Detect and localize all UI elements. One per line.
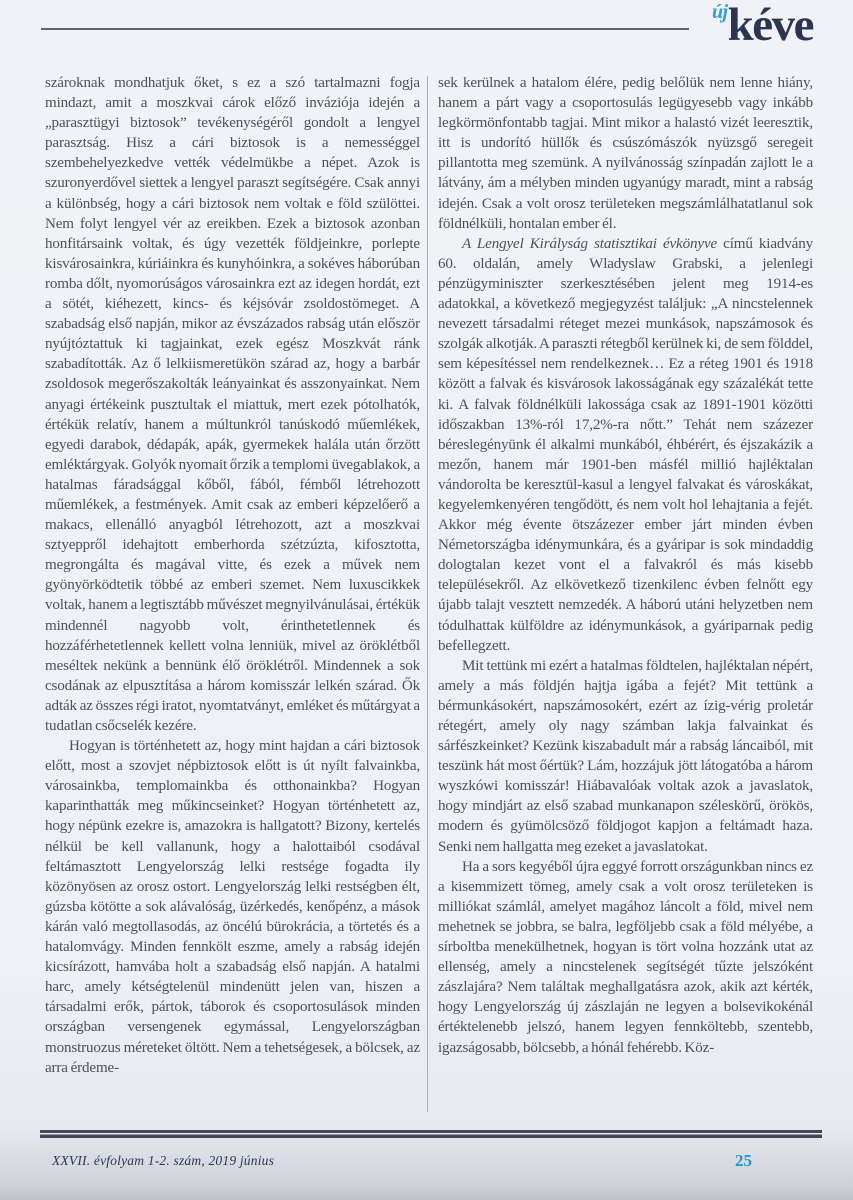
text-segment: című kiadvány 60. oldalán, amely Wladyslaw Grabski, a jelenlegi pénzügyminiszter szerkesztésében jelent meg 1914-es adatokkal, a következő megjegyzést találjuk: „A nincstelennek nevezett társadalmi réteget mezei munkások, napszámosok és szolgák alkotják. A paraszti rétegből kerülnek ki, de sem földdel, sem képesítéssel nem rendelkeznek… Ez a réteg 1901 és 1918 között a falvak és kisvárosok lakosságának egy százalékát tette ki. A falvak földnélküli lakossága csak az 1891-1901 közötti időszakban 13%-ról 17,2%-ra nőtt.” Tehát nem százezer béreslegényünk él alkalmi munkából, éhbérért, és éjszakázik a mezőn, hanem már 1901-ben másfél millió hajléktalan vándorolta be keresztül-kasul a lengyel falvakat és városkákat, kegyelemkenyéren tengődött, és nem volt hol lehajtania a fejét. Akkor még évente ötszázezer ember járt minden évben Németországba idénymunkára, és a gyáripar is sok mindaddig dologtalan kezet vont el a falvakról és más kisebb településekről. Az elkövetkező tizenkilenc évben felnőtt egy újabb talajt vesztett nemzedék. A háború utáni helyzetben nem tódulhattak külföldre az idénymunkások, a gyáriparnak pedig befellegzett. [438, 235, 813, 654]
text-segment: Mit tettünk mi ezért a hatalmas földtelen, hajléktalan népért, amely a más földjén hajtja igába a fejét? Mit tettünk a bérmunkásokért, napszámosokért, ezért az ízig-vérig proletár rétegért, amely oly nagy számban lakja falvainkat és sárfészkeinket? Kezünk kiszabadult már a rabság láncaiból, mit teszünk hát most őértük? Lám, hozzájuk jött látogatóba a három wyszkówi komisszár! Hiábavalóak voltak azok a javaslatok, hogy mindjárt az első szabad munkanapon széleskörű, örökös, modern és gyümölcsöző földjogot kapjon a feltámadt haza. Senki nem hallgatta meg ezeket a javaslatokat. [438, 657, 813, 855]
text-segment: Hogyan is történhetett az, hogy mint hajdan a cári biztosok előtt, most a szovjet népbiztosok előtt is út nyílt falvainkba, városainkba, templomainkba és otthonainkba? Hogyan kaparinthatták meg műkincseinket? Hogyan történhetett az, hogy népünk ezekre is, amazokra is hallgatott? Bizony, kertelés nélkül be kell vallanunk, hogy a halottaiból csodával feltámasztott Lengyelország lelki restsége fogadta ily közönyösen az orosz ostort. Lengyelország lelki restségben élt, gúzsba kötötte a sok alávalóság, üzérkedés, kenőpénz, a mások kárán való megtollasodás, az öncélú bürokrácia, a törtetés és a hatalomvágy. Minden fennkölt eszme, amely a rabság idején kicsírázott, hamvába holt a szabadság első napján. A hatalmi harc, amely kétségtelenül mindenütt jelen van, hiszen a társadalmi erők, pártok, táborok és csoportosulások minden országban versengenek egymással, Lengyelországban monstruozus méreteket öltött. Nem a tehetségesek, a bölcsek, az arra érdeme- [45, 738, 420, 1076]
footer-issue-line: XXVII. évfolyam 1-2. szám, 2019 június [52, 1153, 275, 1168]
text-segment: sek kerülnek a hatalom élére, pedig belőlük nem lenne hiány, hanem a párt vagy a csoportosulás legügyesebb vagy inkább legkörmönfontabb tagjai. Mint mikor a halastó vizét leeresztik, itt is undorító hüllők és csúszómászók nyüzsgő seregeit pillantotta meg szemünk. A nyilvánosság színpadán zajlott le a látvány, ám a mélyben minden ugyanúgy maradt, mint a rabság idején. Csak a volt orosz területeken megszámlálhatatlanul sok földnélküli, hontalan ember él. [438, 75, 813, 232]
header-rule [41, 28, 689, 30]
text-columns [45, 73, 813, 1121]
paragraph [45, 736, 420, 1078]
text-segment: szároknak mondhatjuk őket, s ez a szó tartalmazni fogja mindazt, amit a moszkvai cárok előző inváziója idején a „parasztügyi biztosok” tevékenységéről gondolt a lengyel parasztság. Hisz a cári biztosok is a nemességgel szembehelyezkedve vették védelmükbe a népet. Azok is szuronyerdővel siettek a lengyel paraszt segítségére. Csak annyi a különbség, hogy a cári biztosok nem voltak e föld szülöttei. Nem folyt lengyel vér az ereikben. Ezek a biztosok azonban honfitársaink voltak, és úgy vezették földjeinkre, porlepte kisvárosainkra, kúriáinkra és kunyhóinkra, a sokéves háborúban romba dőlt, nyomorúságos városainkra ezt az idegen hordát, ezt a sötét, kiéhezett, kincs- és kéjsóvár zsoldostömeget. A szabadság első napján, mikor az évszázados rabság után először nyújtóztattuk ki tagjainkat, ezek egész Moszkvát ránk szabadították. Az ő lelkiismeretükön szárad az, hogy a barbár zsoldosok megerőszakolták leányainkat és asszonyainkat. Nem anyagi értékeink pusztultak el miattuk, mert ezek pótolhatók, értékük relatív, hanem a múltunkról tanúskodó műemlékek, egyedi darabok, dédapák, apák, gyermekek halála után őrzött emléktárgyak. Golyók nyomait őrzik a templomi üvegablakok, a hatalmas fáradsággal kőből, fából, fémből létrehozott műemlékek, a festmények. Amit csak az emberi képzelőerő a makacs, ellenálló anyagból létrehozott, azt a moszkvai sztyeppről idehajtott emberhorda szétzúzta, kifosztotta, megrongálta és magával vitte, és ezek a művek nem gyönyörködtetik többé az emberi szemet. Nem luxuscikkek voltak, hanem a legtisztább művészet megnyilvánulásai, értékük mindennél nagyobb volt, érinthetetlennek és hozzáférhetetlennek kellett volna lenniük, mivel az öröklétből meséltek nekünk a bennünk élő öröklétről. Mindennek a sok csodának az elpusztítása a három komisszár lelkén szárad. Ők adták az összes régi iratot, nyomtatványt, emléket és műtárgyat a tudatlan csőcselék kezére. [45, 75, 420, 734]
journal-logo [712, 2, 813, 49]
journal-logo-prefix: új [711, 1, 728, 23]
footer-double-rule [40, 1130, 822, 1138]
text-segment: Ha a sors kegyéből újra eggyé forrott országunkban nincs ez a kisemmizett tömeg, amely csak a volt orosz területeken is milliókat számlál, amelyet magához láncolt a föld, mivel nem mehetnek se jobbra, se balra, legföljebb csak a föld mélyébe, a sírboltba menekülhetnek, hogyan is tört volna hozzánk utat az ellenség, amely a nincstelenek segítségét tűzte jelszóként zászlajára? Nem találtak meghallgatásra azok, akik azt kérték, hogy Lengyelország új zászlaján ne legyen a bolsevikokénál értéktelenebb jelszó, hanem legyen fennköltebb, szentebb, igazságosabb, bölcsebb, a hónál fehérebb. Köz- [438, 858, 813, 1056]
paragraph [438, 73, 813, 234]
right-column [438, 73, 813, 1121]
page-number: 25 [735, 1151, 752, 1170]
paragraph [45, 73, 420, 736]
paragraph [438, 234, 813, 656]
paragraph [438, 857, 813, 1058]
journal-logo-name: kéve [727, 0, 813, 51]
column-divider-rule [427, 76, 428, 1112]
italic-text-segment: A Lengyel Királyság statisztikai évkönyve [462, 235, 718, 252]
paragraph [438, 656, 813, 857]
left-column [45, 73, 420, 1121]
